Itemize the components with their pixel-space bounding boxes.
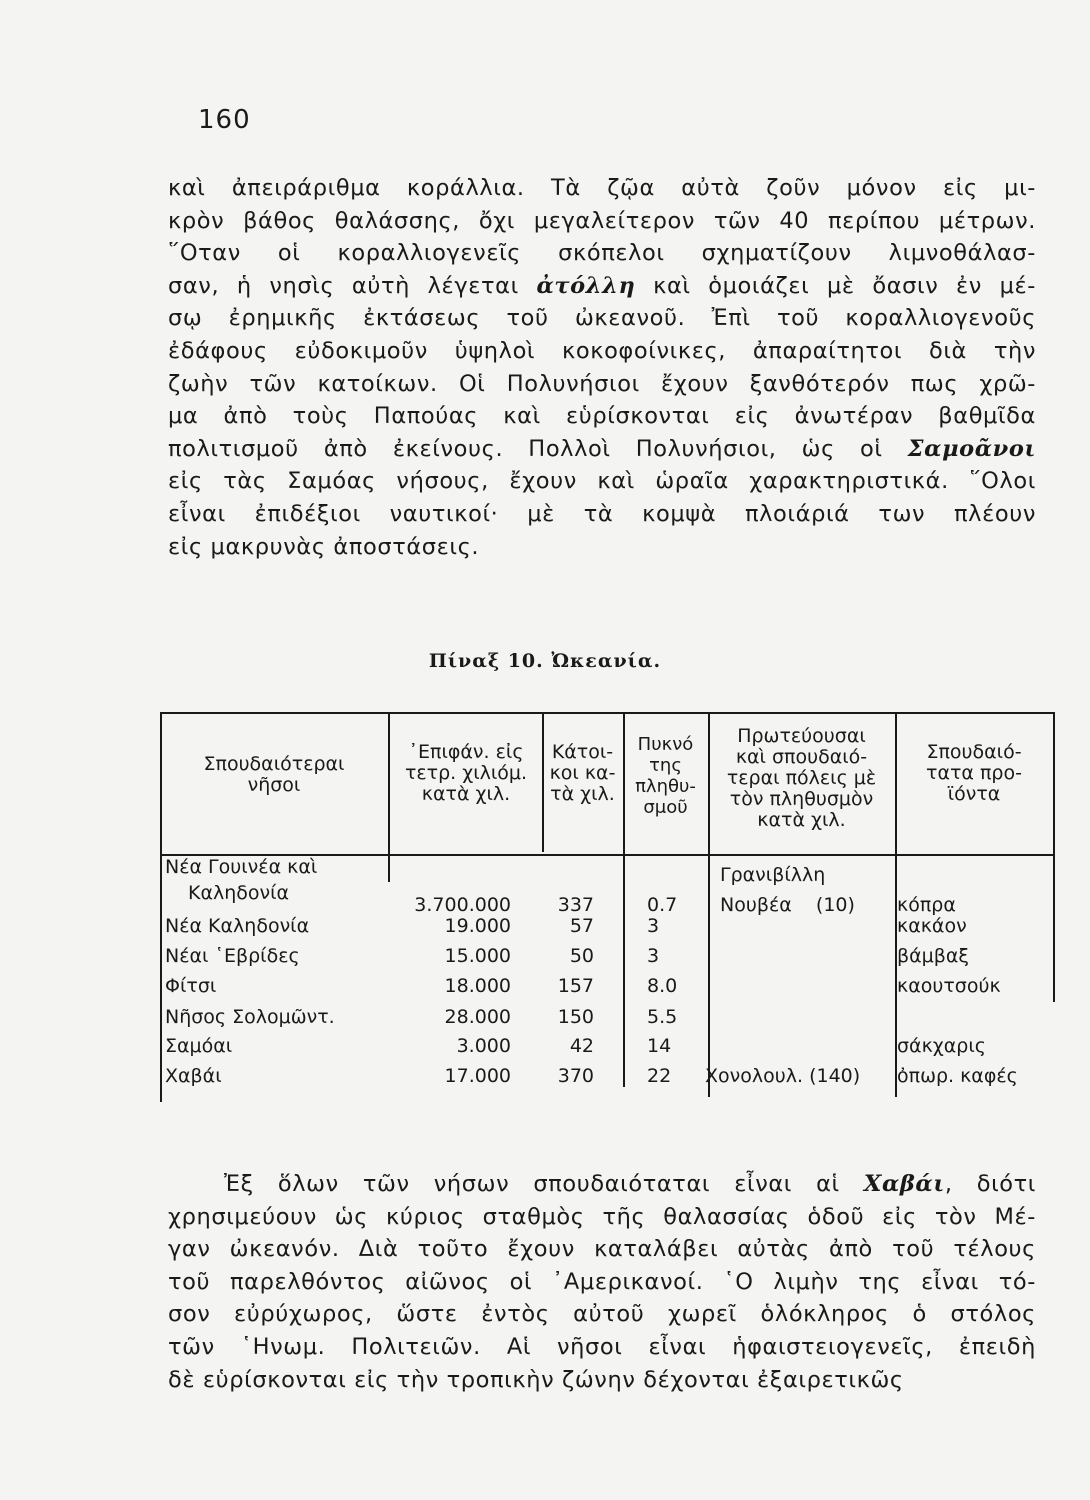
cell-area: 28.000 — [444, 1006, 511, 1028]
text-line: μα ἀπὸ τοὺς Παπούας καὶ εὑρίσκονται εἰς ἀνωτέραν βαθμῖδα — [168, 403, 1036, 430]
cell-capital-cont: Νουβέα (10) — [720, 894, 855, 916]
cell-island: Φίτσι — [165, 975, 217, 997]
text-line: εἰς τὰς Σαμόας νήσους, ἔχουν καὶ ὡραῖα χαρακτηριστικά. ῞Ολοι — [168, 468, 1036, 495]
cell-population: 50 — [569, 945, 594, 967]
cell-density: 22 — [647, 1065, 672, 1087]
cell-product: κακάον — [897, 915, 967, 937]
table-caption: Πίναξ 10. Ὠκεανία. — [428, 650, 662, 672]
cell-population: 337 — [557, 894, 594, 916]
cell-capital: Χονολουλ. (140) — [705, 1065, 861, 1087]
text-line: κρὸν βάθος θαλάσσης, ὄχι μεγαλείτερον τῶν 40 περίπου μέτρων. — [168, 207, 1036, 234]
oceania-table — [160, 712, 1060, 1102]
cell-density: 3 — [647, 945, 660, 967]
table-top-rule — [160, 712, 1055, 714]
cell-area: 3.000 — [456, 1035, 511, 1057]
text-run: καὶ ὁμοιάζει μὲ ὄασιν ἐν μέ- — [635, 272, 1036, 299]
cell-population: 370 — [557, 1065, 594, 1087]
paragraph-2 — [168, 1168, 1036, 1396]
emphasized-term: Σαμοᾶνοι — [907, 435, 1036, 462]
text-line: ῞Οταν οἱ κοραλλιογενεῖς σκόπελοι σχηματίζουν λιμνοθάλασ- — [168, 240, 1036, 267]
cell-area: 19.000 — [444, 915, 511, 937]
cell-area: 17.000 — [444, 1065, 511, 1087]
cell-island: Νέα Γουινέα καὶ — [165, 856, 318, 878]
cell-density: 14 — [647, 1035, 672, 1057]
text-line: σον εὐρύχωρος, ὥστε ἐντὸς αὐτοῦ χωρεῖ ὁλόκληρος ὁ στόλος — [168, 1301, 1036, 1328]
cell-population: 57 — [569, 915, 594, 937]
cell-island: Χαβάι — [165, 1065, 222, 1087]
emphasized-term: Χαβάι — [863, 1171, 945, 1197]
cell-density: 3 — [647, 915, 660, 937]
cell-area: 3.700.000 — [414, 894, 511, 916]
text-run: σαν, ἡ νησὶς αὐτὴ λέγεται — [168, 272, 537, 299]
table-right-rule — [1053, 712, 1055, 1002]
cell-island: Νῆσος Σολομῶντ. — [165, 1006, 335, 1028]
header-islands: Σπουδαιότεραι νῆσοι — [203, 753, 345, 796]
cell-island: Νέαι ῾Εβρίδες — [165, 945, 300, 967]
text-line — [168, 270, 1036, 303]
cell-island: Σαμόαι — [165, 1035, 233, 1057]
text-line: δὲ εὑρίσκονται εἰς τὴν τροπικὴν ζώνην δέχονται ἐξαιρετικῶς — [168, 1366, 904, 1393]
text-run: πολιτισμοῦ ἀπὸ ἐκείνους. Πολλοὶ Πολυνήσιοι, ὡς οἱ — [168, 435, 908, 462]
cell-product: σάκχαρις — [897, 1035, 986, 1057]
text-line: σῳ ἐρημικῆς ἐκτάσεως τοῦ ὠκεανοῦ. Ἐπὶ τοῦ κοραλλιογενοῦς — [168, 305, 1036, 332]
text-line: γαν ὠκεανόν. Διὰ τοῦτο ἔχουν καταλάβει αὐτὰς ἀπὸ τοῦ τέλους — [168, 1236, 1036, 1263]
text-line: εἶναι ἐπιδέξιοι ναυτικοί· μὲ τὰ κομψὰ πλοιάριά των πλέουν — [168, 500, 1036, 527]
text-line: χρησιμεύουν ὡς κύριος σταθμὸς τῆς θαλασσίας ὁδοῦ εἰς τὸν Μέ- — [168, 1203, 1036, 1230]
cell-island-cont: Καληδονία — [188, 882, 290, 904]
cell-island: Νέα Καληδονία — [165, 915, 310, 937]
text-line: τῶν ῾Ηνωμ. Πολιτειῶν. Αἱ νῆσοι εἶναι ἡφαιστειογενεῖς, ἐπειδὴ — [168, 1333, 1036, 1360]
text-line: καὶ ἀπειράριθμα κοράλλια. Τὰ ζῷα αὐτὰ ζοῦν μόνον εἰς μι- — [168, 175, 1036, 201]
cell-density: 8.0 — [647, 975, 678, 997]
cell-population: 42 — [569, 1035, 594, 1057]
cell-population: 150 — [557, 1006, 594, 1028]
cell-capital: Γρανιβίλλη — [720, 864, 826, 886]
emphasized-term: ἀτόλλη — [536, 272, 636, 299]
text-line — [168, 1168, 1036, 1201]
text-line — [168, 433, 1036, 466]
page-number: 160 — [198, 105, 251, 135]
cell-product: βάμβαξ — [897, 945, 969, 967]
text-line: ἐδάφους εὐδοκιμοῦν ὑψηλοὶ κοκοφοίνικες, ἀπαραίτητοι διὰ τὴν — [168, 337, 1036, 364]
cell-product: ὀπωρ. καφές — [897, 1065, 1018, 1087]
header-area: ᾿Επιφάν. εἰς τετρ. χιλιόμ. κατὰ χιλ. — [404, 741, 528, 805]
header-population: Κάτοι- κοι κα- τὰ χιλ. — [549, 741, 616, 805]
cell-population: 157 — [557, 975, 594, 997]
text-line: εἰς μακρυνὰς ἀποστάσεις. — [168, 533, 480, 560]
cell-density: 0.7 — [647, 894, 678, 916]
cell-density: 5.5 — [647, 1006, 678, 1028]
paragraph-1 — [168, 172, 1036, 563]
text-line: τοῦ παρελθόντος αἰῶνος οἱ ᾿Αμερικανοί. ῾Ο λιμὴν της εἶναι τό- — [168, 1268, 1036, 1295]
cell-area: 15.000 — [444, 945, 511, 967]
header-products: Σπουδαιό- τατα προ- ϊόντα — [926, 741, 1022, 805]
text-run: , διότι — [944, 1171, 1036, 1197]
cell-product: καουτσούκ — [897, 975, 1001, 997]
text-line: ζωὴν τῶν κατοίκων. Οἱ Πολυνήσιοι ἔχουν ξανθότερόν πως χρῶ- — [168, 370, 1036, 397]
cell-area: 18.000 — [444, 975, 511, 997]
header-density: Πυκνό της πληθυ- σμοῦ — [635, 734, 696, 818]
header-capitals: Πρωτεύουσαι καὶ σπουδαιό- τεραι πόλεις μὲ τὸν πληθυσμὸν κατὰ χιλ. — [726, 725, 877, 831]
text-run: Ἐξ ὅλων τῶν νήσων σπουδαιόταται εἶναι αἱ — [224, 1171, 864, 1197]
cell-product: κόπρα — [897, 894, 956, 916]
